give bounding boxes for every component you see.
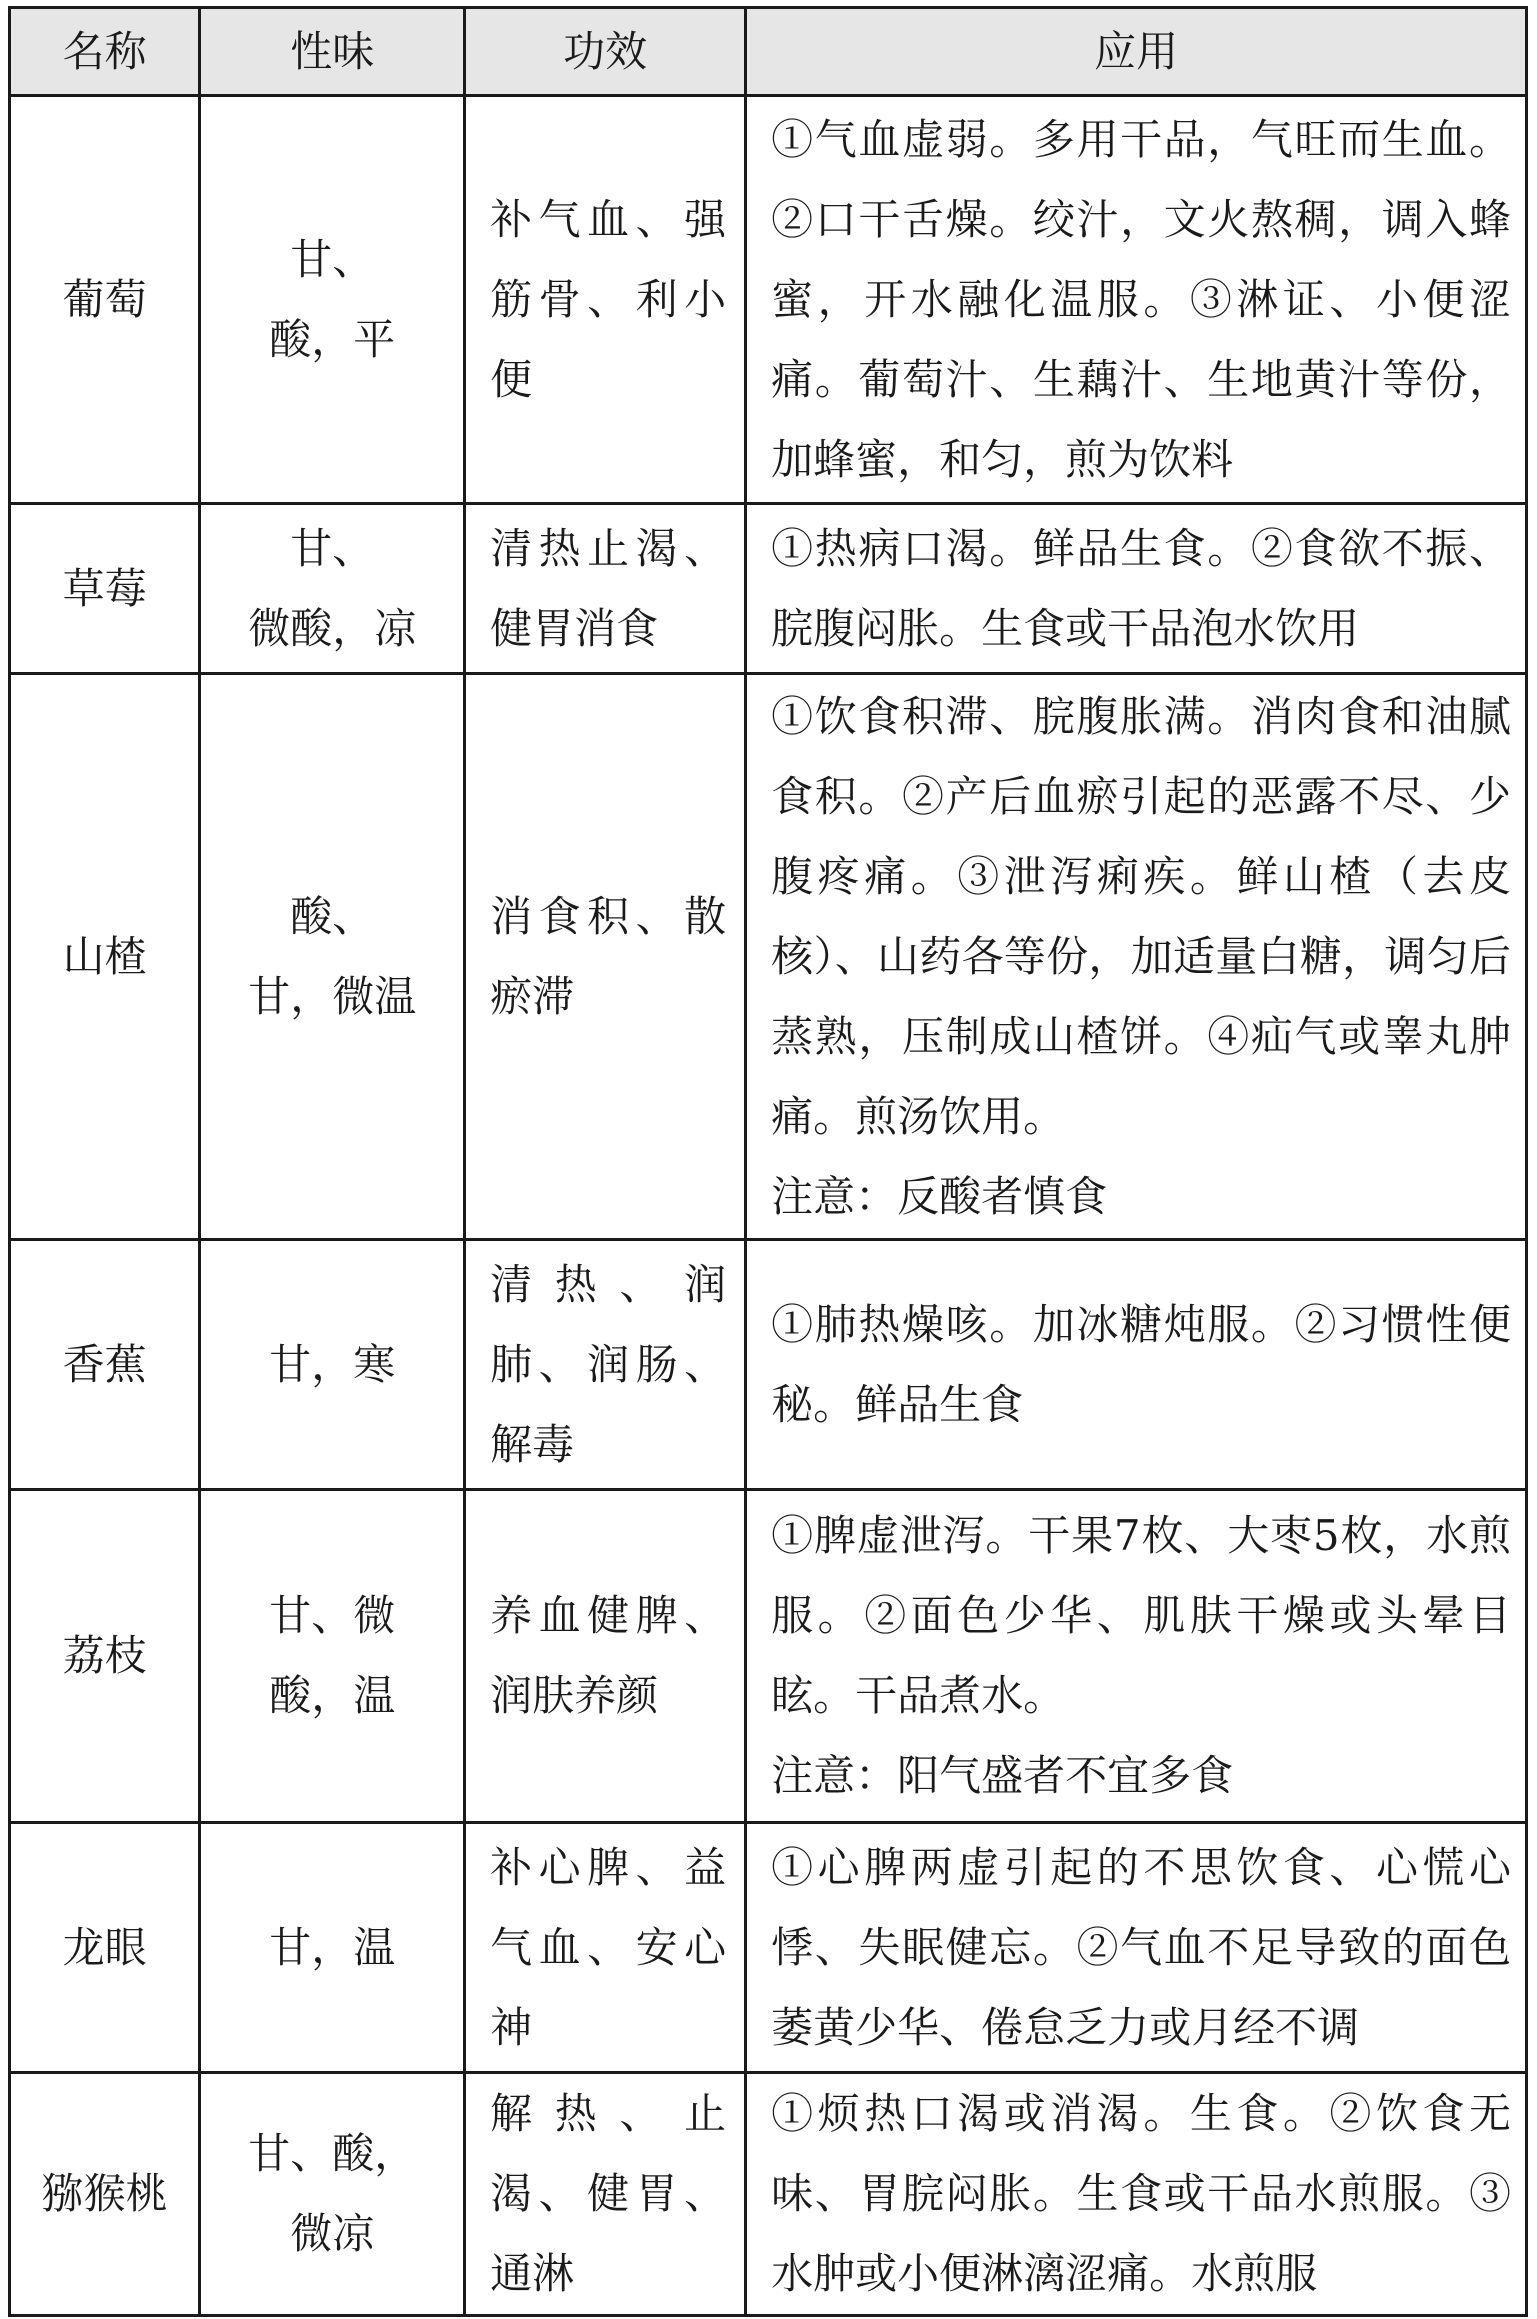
taste-line: 甘，温 [269, 1922, 396, 1972]
header-usage: 应用 [746, 8, 1527, 96]
usage-cell [746, 96, 1527, 504]
fruit-name: 香蕉 [10, 1240, 200, 1490]
usage-cell [746, 1490, 1527, 1823]
taste-line: 微酸，凉 [248, 603, 417, 653]
taste-line: 酸，温 [269, 1671, 396, 1720]
table-header [10, 8, 1527, 96]
usage-note: 注意：反酸者慎食 [771, 1171, 1108, 1221]
effect-cell: 清热、润肺、润肠、解毒 [465, 1240, 746, 1490]
fruit-name: 草莓 [10, 504, 200, 674]
effect-cell: 补心脾、益气血、安心神 [465, 1823, 746, 2073]
table-row [10, 1823, 1527, 2073]
taste-cell [200, 1823, 465, 2073]
effect-cell: 补气血、强筋骨、利小便 [465, 96, 746, 504]
fruit-name: 猕猴桃 [10, 2073, 200, 2316]
header-row [10, 8, 1527, 96]
taste-line: 甘、微 [269, 1591, 396, 1640]
usage-text: ①烦热口渴或消渴。生食。②饮食无味、胃脘闷胀。生食或干品水煎服。③水肿或小便淋漓涩痛。水煎服 [771, 2089, 1511, 2298]
taste-line: 微凉 [290, 2209, 375, 2258]
taste-cell [200, 1240, 465, 1490]
fruit-name: 葡萄 [10, 96, 200, 504]
taste-line: 甘，寒 [269, 1339, 396, 1389]
effect-cell: 消食积、散瘀滞 [465, 674, 746, 1240]
usage-text: ①肺热燥咳。加冰糖炖服。②习惯性便秘。鲜品生食 [771, 1299, 1511, 1429]
taste-cell [200, 1490, 465, 1823]
header-name: 名称 [10, 8, 200, 96]
taste-line: 甘、 [290, 523, 375, 573]
usage-cell [746, 504, 1527, 674]
taste-cell [200, 674, 465, 1240]
effect-cell: 养血健脾、润肤养颜 [465, 1490, 746, 1823]
fruit-name: 荔枝 [10, 1490, 200, 1823]
usage-text: ①饮食积滞、脘腹胀满。消肉食和油腻食积。②产后血瘀引起的恶露不尽、少腹疼痛。③泄泻痢疾。鲜山楂（去皮核）、山药各等份，加适量白糖，调匀后蒸熟，压制成山楂饼。④疝气或睾丸肿痛。煎汤饮用。 [771, 691, 1511, 1141]
taste-line: 甘、酸， [248, 2129, 417, 2178]
taste-line: 酸、 [290, 891, 375, 941]
fruit-name: 龙眼 [10, 1823, 200, 2073]
table-row [10, 504, 1527, 674]
usage-text: ①气血虚弱。多用干品，气旺而生血。②口干舌燥。绞汁，文火熬稠，调入蜂蜜，开水融化温服。③淋证、小便涩痛。葡萄汁、生藕汁、生地黄汁等份，加蜂蜜，和匀，煎为饮料 [771, 114, 1511, 484]
usage-cell [746, 2073, 1527, 2316]
table-body [10, 96, 1527, 2316]
taste-line: 甘、 [290, 234, 375, 284]
usage-cell [746, 1823, 1527, 2073]
fruit-name: 山楂 [10, 674, 200, 1240]
fruit-table [8, 6, 1528, 2317]
usage-text: ①心脾两虚引起的不思饮食、心慌心悸、失眠健忘。②气血不足导致的面色萎黄少华、倦怠乏力或月经不调 [771, 1842, 1511, 2052]
usage-cell [746, 1240, 1527, 1490]
usage-note: 注意：阳气盛者不宜多食 [771, 1751, 1234, 1800]
usage-cell [746, 674, 1527, 1240]
taste-line: 酸，平 [269, 314, 396, 364]
table-row [10, 1240, 1527, 1490]
taste-line: 甘，微温 [248, 971, 417, 1021]
taste-cell [200, 2073, 465, 2316]
effect-cell: 解热、止渴、健胃、通淋 [465, 2073, 746, 2316]
header-effect: 功效 [465, 8, 746, 96]
header-taste: 性味 [200, 8, 465, 96]
taste-cell [200, 96, 465, 504]
table-row [10, 96, 1527, 504]
effect-cell: 清热止渴、健胃消食 [465, 504, 746, 674]
table-row [10, 2073, 1527, 2316]
usage-text: ①热病口渴。鲜品生食。②食欲不振、脘腹闷胀。生食或干品泡水饮用 [771, 523, 1511, 653]
table-row [10, 1490, 1527, 1823]
usage-text: ①脾虚泄泻。干果7枚、大枣5枚，水煎服。②面色少华、肌肤干燥或头晕目眩。干品煮水。 [771, 1511, 1511, 1720]
taste-cell [200, 504, 465, 674]
table-row [10, 674, 1527, 1240]
